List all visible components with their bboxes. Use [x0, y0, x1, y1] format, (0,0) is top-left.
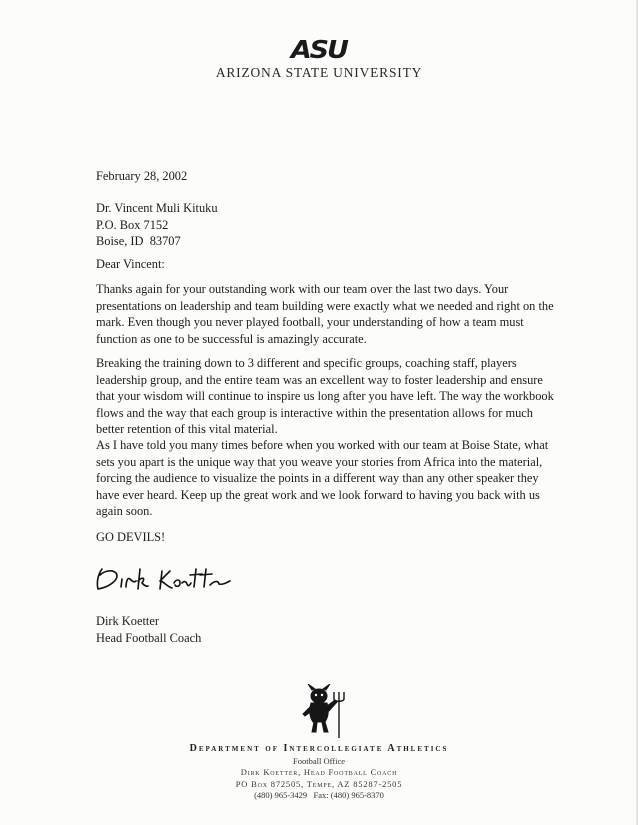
letterhead-footer [0, 743, 638, 802]
footer-department: Department of Intercollegiate Athletics [189, 743, 449, 754]
signer-title: Head Football Coach [96, 630, 202, 645]
recipient-address-line1: P.O. Box 7152 [96, 217, 169, 232]
paragraph-3: As I have told you many times before when you worked with our team at Boise State, what sets you apart is the unique way that you weave your stories from Africa into the material, forcing the audience to visualize the points in a different way than any other speaker they have ever heard. Keep up the great work and we look forward to having you back with us again soon. [96, 438, 549, 518]
letterhead [0, 35, 638, 81]
salutation: Dear Vincent: [96, 257, 165, 271]
paragraph-1: Thanks again for your outstanding work with our team over the last two days. Your presentations on leadership and team building were exactly what we needed and right on the mark. Even though you never played football, your understanding of how a team must function as one to be successful is amazingly accurate. [96, 282, 554, 346]
signer-block [96, 613, 556, 646]
signer-name: Dirk Koetter [96, 614, 159, 628]
letter-date: February 28, 2002 [96, 169, 188, 183]
university-name: ARIZONA STATE UNIVERSITY [215, 65, 423, 80]
closing: GO DEVILS! [96, 530, 166, 544]
footer-address: PO Box 872505, Tempe, AZ 85287-2505 [235, 778, 403, 789]
recipient-address-line2: Boise, ID 83707 [96, 234, 181, 248]
footer-coach-line: Dirk Koetter, Head Football Coach [240, 767, 398, 777]
recipient-name: Dr. Vincent Muli Kituku [96, 201, 218, 215]
sparky-mascot-icon [295, 684, 345, 740]
paragraph-2: Breaking the training down to 3 different and specific groups, coaching staff, players leadership group, and the entire team was an excellent way to foster leadership and ensure that your wisdom will continue to inspire us long after you have left. The way the workbook flows and the way that each group is interactive within the presentation allows for much better retention of this vital material. [96, 356, 554, 436]
footer-office: Football Office [292, 755, 345, 766]
handwritten-signature [90, 561, 260, 601]
footer-phone-fax: (480) 965-3429 Fax: (480) 965-8370 [254, 790, 384, 800]
recipient-address [96, 200, 556, 250]
asu-logo: ASU [291, 35, 347, 64]
